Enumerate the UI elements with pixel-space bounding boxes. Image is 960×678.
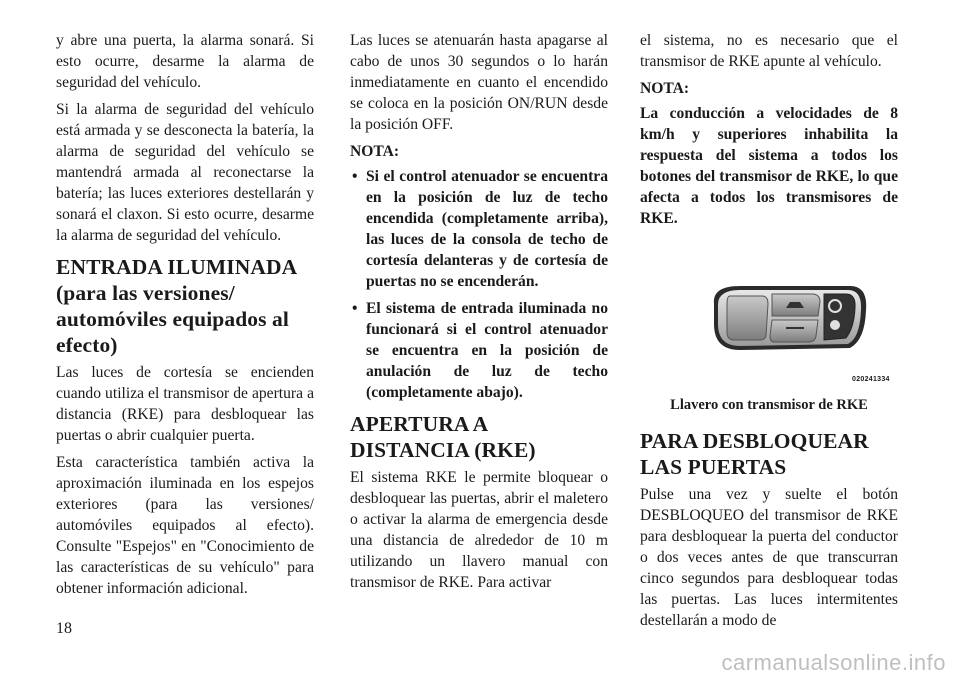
- figure-caption: Llavero con transmisor de RKE: [670, 397, 868, 413]
- section-heading: APERTURA A DISTANCIA (RKE): [350, 412, 536, 462]
- paragraph: Pulse una vez y suelte el botón DESBLOQUEO del transmisor de RKE para desbloquear la puerta del conductor o dos veces antes de que transcurran cinco segundos para desbloquear todas las puertas. Las luces intermitentes destellarán a modo de: [640, 486, 898, 629]
- note-text: La conducción a velocidades de 8 km/h y superiores inhabilita la respuesta del sistema a todos los botones del transmisor de RKE, lo que afecta a todos los transmisores de RKE.: [640, 105, 898, 227]
- page-number: 18: [56, 620, 72, 637]
- watermark: carmanualsonline.info: [721, 650, 946, 675]
- column-1: [56, 30, 314, 605]
- column-3: [640, 30, 898, 235]
- list-item: • El sistema de entrada iluminada no funcionará si el control atenuador se encuentra en la posición de anulación de luz de techo (completamente abajo).: [350, 298, 608, 403]
- paragraph: Esta característica también activa la aproximación iluminada en los espejos exteriores (para las versiones/ automóviles equipados al efecto). Consulte "Espejos" en "Conocimiento de las características de su vehículo" para obtener información adicional.: [56, 454, 314, 597]
- paragraph: Las luces se atenuarán hasta apagarse al cabo de unos 30 segundos o lo harán inmediatamente en cuanto el encendido se coloca en la posición ON/RUN desde la posición OFF.: [350, 32, 608, 133]
- note-label: NOTA:: [640, 80, 690, 97]
- note-list: [350, 166, 608, 403]
- paragraph: El sistema RKE le permite bloquear o desbloquear las puertas, abrir el maletero o activar la alarma de emergencia desde una distancia de alrededor de 10 m utilizando un llavero manual con transmisor de RKE. Para activar: [350, 469, 608, 591]
- column-3-lower: [640, 420, 898, 637]
- figure-code: 020241334: [852, 376, 890, 383]
- note-label: NOTA:: [350, 143, 400, 160]
- paragraph: Si la alarma de seguridad del vehículo está armada y se desconecta la batería, la alarma de seguridad del vehículo se mantendrá armada al reconectarse la batería; las luces exteriores destellarán y sonará el claxon. Si esto ocurre, desarme la alarma de seguridad del vehículo.: [56, 101, 314, 244]
- column-2: [350, 30, 608, 599]
- section-heading: PARA DESBLOQUEAR LAS PUERTAS: [640, 429, 869, 479]
- section-heading: ENTRADA ILUMINADA (para las versiones/ automóviles equipados al efecto): [56, 255, 297, 357]
- list-item: • Si el control atenuador se encuentra en la posición de luz de techo encendida (completamente arriba), las luces de la consola de techo de cortesía delanteras y de cortesía de puertas no se encenderán.: [350, 166, 608, 292]
- paragraph: Las luces de cortesía se encienden cuando utiliza el transmisor de apertura a distancia (RKE) para desbloquear las puertas o abrir cualquier puerta.: [56, 364, 314, 444]
- paragraph: el sistema, no es necesario que el transmisor de RKE apunte al vehículo.: [640, 32, 898, 70]
- paragraph: y abre una puerta, la alarma sonará. Si esto ocurre, desarme la alarma de seguridad del vehículo.: [56, 32, 314, 91]
